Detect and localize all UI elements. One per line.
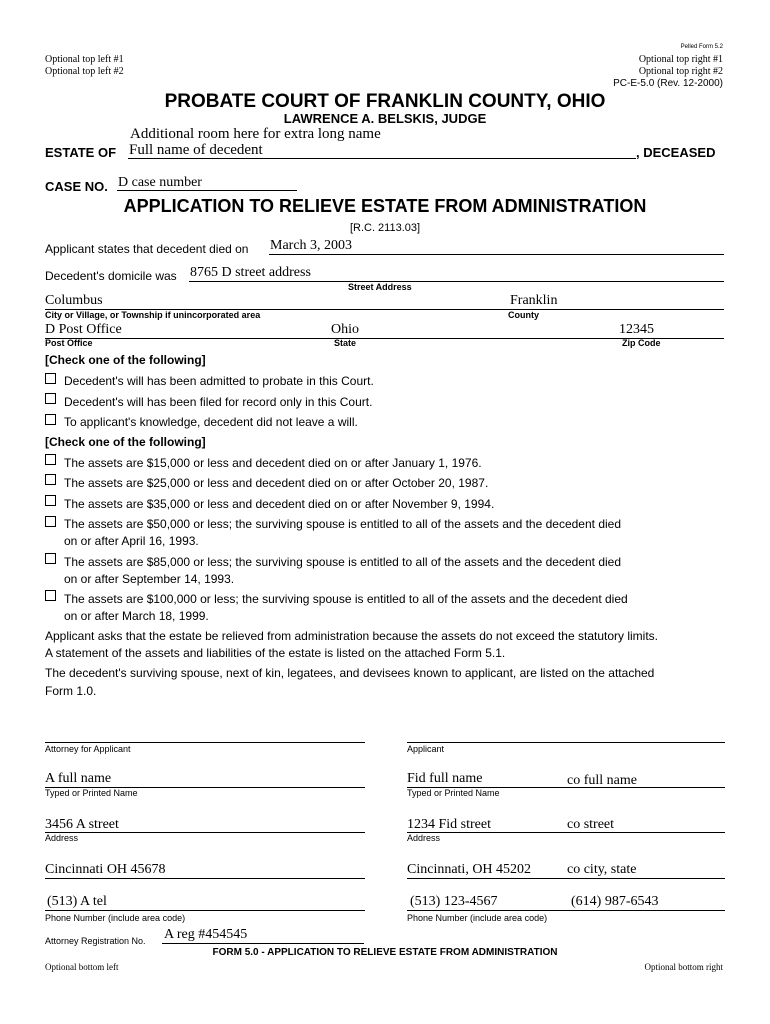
attorney-phone-line	[45, 910, 365, 911]
assets-85000-label-cont: on or after September 14, 1993.	[64, 572, 235, 586]
post-office-field[interactable]: D Post Office	[45, 322, 122, 337]
optional-top-right-1: Optional top right #1	[638, 54, 723, 65]
court-title: PROBATE COURT OF FRANKLIN COUNTY, OHIO	[164, 91, 606, 112]
assets-15000-checkbox[interactable]	[45, 454, 56, 465]
attorney-city-line	[45, 878, 365, 879]
applicant-city-line	[407, 878, 725, 879]
applicant-city-field[interactable]: Cincinnati, OH 45202	[407, 862, 532, 877]
assets-100000-label: The assets are $100,000 or less; the surviving spouse is entitled to all of the assets and the decedent died	[64, 592, 628, 606]
city-field[interactable]: Columbus	[45, 293, 103, 308]
extra-name-line: Additional room here for extra long name	[130, 126, 381, 142]
attorney-signature-line[interactable]	[45, 742, 365, 743]
will-filed-checkbox[interactable]	[45, 393, 56, 404]
assets-85000-label: The assets are $85,000 or less; the surviving spouse is entitled to all of the assets and the decedent died	[64, 555, 622, 569]
applicant-name-field[interactable]: Fid full name	[407, 771, 483, 786]
applicant-address-field[interactable]: 1234 Fid street	[407, 817, 491, 832]
next-of-kin-statement: The decedent's surviving spouse, next of kin, legatees, and devisees known to applicant, are listed on the attached	[45, 666, 655, 680]
assets-85000-checkbox[interactable]	[45, 553, 56, 564]
zip-field[interactable]: 12345	[619, 322, 654, 337]
attorney-reg-line	[162, 943, 364, 944]
optional-bottom-right: Optional bottom right	[644, 962, 723, 972]
co-applicant-address-field[interactable]: co street	[567, 817, 615, 832]
optional-top-left-1: Optional top left #1	[45, 54, 124, 65]
applicant-signature-line[interactable]	[407, 742, 725, 743]
no-will-label: To applicant's knowledge, decedent did not leave a will.	[64, 415, 358, 429]
attorney-address-field[interactable]: 3456 A street	[45, 817, 119, 832]
attorney-name-field[interactable]: A full name	[45, 771, 112, 786]
attorney-city-field[interactable]: Cincinnati OH 45678	[45, 862, 166, 877]
assets-15000-label: The assets are $15,000 or less and decedent died on or after January 1, 1976.	[64, 456, 482, 470]
assets-35000-checkbox[interactable]	[45, 495, 56, 506]
deceased-label: , DECEASED	[636, 145, 716, 160]
assets-25000-checkbox[interactable]	[45, 474, 56, 485]
applicant-name-caption: Typed or Printed Name	[407, 788, 500, 798]
attorney-address-caption: Address	[45, 833, 79, 843]
county-field[interactable]: Franklin	[510, 293, 558, 308]
attorney-phone-caption: Phone Number (include area code)	[45, 913, 186, 923]
assets-50000-label-cont: on or after April 16, 1993.	[64, 534, 199, 548]
post-office-caption: Post Office	[45, 338, 93, 348]
form-tag: Pelled Form 5.2	[680, 44, 723, 50]
assets-50000-checkbox[interactable]	[45, 516, 56, 527]
attorney-name-caption: Typed or Printed Name	[45, 788, 138, 798]
attorney-reg-field[interactable]: A reg #454545	[164, 927, 248, 942]
co-applicant-name-field[interactable]: co full name	[567, 773, 637, 788]
assets-100000-checkbox[interactable]	[45, 590, 56, 601]
county-caption: County	[508, 310, 539, 320]
relief-statement: Applicant asks that the estate be relieved from administration because the assets do not exceed the statutory limits.	[45, 629, 658, 643]
state-caption: State	[334, 338, 357, 348]
assets-50000-label: The assets are $50,000 or less; the surviving spouse is entitled to all of the assets and the decedent died	[64, 517, 622, 531]
attorney-phone-field[interactable]: (513) A tel	[47, 894, 107, 909]
assets-25000-label: The assets are $25,000 or less and decedent died on or after October 20, 1987.	[64, 476, 489, 490]
form-revision: PC-E-5.0 (Rev. 12-2000)	[613, 78, 723, 89]
no-will-checkbox[interactable]	[45, 414, 56, 425]
applicant-address-caption: Address	[407, 833, 441, 843]
co-applicant-city-field[interactable]: co city, state	[567, 862, 637, 877]
assets-35000-label: The assets are $35,000 or less and decedent died on or after November 9, 1994.	[64, 497, 495, 511]
attorney-reg-label: Attorney Registration No.	[45, 936, 146, 946]
check-one-heading-1: [Check one of the following]	[45, 353, 206, 367]
assets-100000-label-cont: on or after March 18, 1999.	[64, 609, 209, 623]
will-admitted-label: Decedent's will has been admitted to probate in this Court.	[64, 374, 374, 388]
application-title: APPLICATION TO RELIEVE ESTATE FROM ADMINISTRATION	[123, 196, 647, 216]
footer-form-name: FORM 5.0 - APPLICATION TO RELIEVE ESTATE FROM ADMINISTRATION	[212, 947, 558, 958]
applicant-signature-caption: Applicant	[407, 744, 445, 754]
applicant-phone-field[interactable]: (513) 123-4567	[410, 894, 498, 909]
applicant-phone-caption: Phone Number (include area code)	[407, 913, 548, 923]
death-date-field[interactable]: March 3, 2003	[270, 238, 353, 253]
optional-top-left-2: Optional top left #2	[45, 66, 124, 77]
death-date-label: Applicant states that decedent died on	[45, 242, 249, 256]
decedent-name-field[interactable]: Full name of decedent	[129, 142, 263, 158]
applicant-phone-line	[407, 910, 725, 911]
co-applicant-phone-field[interactable]: (614) 987-6543	[571, 894, 659, 909]
street-line	[189, 281, 724, 282]
next-of-kin-statement-cont: Form 1.0.	[45, 684, 97, 698]
statute-reference: [R.C. 2113.03]	[349, 222, 421, 234]
domicile-label: Decedent's domicile was	[45, 269, 177, 283]
death-date-line	[269, 254, 724, 255]
case-no-label: CASE NO.	[45, 179, 108, 194]
street-caption: Street Address	[348, 282, 412, 292]
will-filed-label: Decedent's will has been filed for record only in this Court.	[64, 395, 373, 409]
check-one-heading-2: [Check one of the following]	[45, 435, 206, 449]
estate-of-label: ESTATE OF	[45, 145, 117, 160]
assets-statement: A statement of the assets and liabilities of the estate is listed on the attached Form 5.1.	[45, 646, 506, 660]
state-field[interactable]: Ohio	[331, 322, 359, 337]
will-admitted-checkbox[interactable]	[45, 373, 56, 384]
judge-name: LAWRENCE A. BELSKIS, JUDGE	[283, 111, 487, 126]
street-address-field[interactable]: 8765 D street address	[190, 265, 311, 280]
attorney-signature-caption: Attorney for Applicant	[45, 744, 131, 754]
optional-top-right-2: Optional top right #2	[638, 66, 723, 77]
optional-bottom-left: Optional bottom left	[45, 962, 119, 972]
case-number-field[interactable]: D case number	[118, 175, 202, 190]
city-caption: City or Village, or Township if unincorporated area	[45, 310, 261, 320]
zip-caption: Zip Code	[622, 338, 661, 348]
